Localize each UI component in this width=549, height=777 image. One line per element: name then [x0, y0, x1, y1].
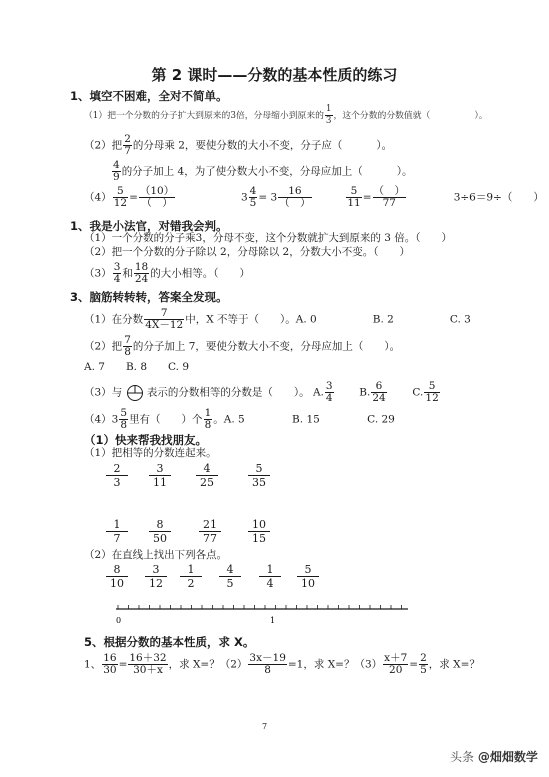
fraction-item[interactable]	[196, 462, 218, 489]
numerator: 3	[113, 261, 121, 273]
fraction-item[interactable]	[248, 518, 270, 545]
watermark	[450, 748, 538, 765]
section-1-heading: 1、填空不困难，全对不简单。	[70, 89, 228, 103]
numerator: 1	[180, 563, 202, 577]
number-line[interactable]	[112, 600, 412, 626]
denominator: 50	[153, 532, 167, 545]
section-3-heading: 3、脑筋转转转，答案全发现。	[70, 290, 228, 304]
fraction-item[interactable]	[219, 563, 241, 590]
denominator: 7	[124, 145, 131, 157]
denominator: 4	[266, 577, 274, 590]
text: （1）把一个分数的分子扩大到原来的3倍，分母缩小到原来的	[84, 111, 324, 121]
text: 的分子加上 4，为了使分数大小不变，分母应加上（	[121, 165, 363, 178]
denominator: 8	[204, 419, 212, 431]
numerator: 5	[346, 186, 361, 198]
circle-fraction-icon	[126, 384, 144, 402]
numerator: 4	[113, 159, 120, 171]
fraction-blank[interactable]	[278, 186, 312, 209]
option-a[interactable]: 。A. 5	[213, 413, 245, 426]
fraction	[123, 134, 132, 157]
denominator: （ ）	[279, 197, 311, 209]
text: 的分母乘 2，要使分数的大小不变，分子应（	[132, 139, 343, 152]
denominator: 5	[226, 577, 234, 590]
s3-item-4	[84, 408, 395, 431]
numerator: 2	[420, 652, 427, 664]
denominator: 12	[113, 197, 128, 209]
fraction	[371, 381, 386, 404]
option-b-label[interactable]: B.	[359, 386, 371, 399]
fraction	[419, 653, 428, 676]
fraction	[144, 308, 184, 331]
option-c[interactable]: C. 29	[367, 413, 395, 426]
numerator: 1	[204, 407, 212, 419]
fraction	[204, 408, 213, 431]
denominator: 12	[425, 392, 439, 404]
numerator: 7	[144, 308, 184, 320]
denominator: 24	[372, 392, 386, 404]
fraction	[123, 335, 132, 358]
numerator: （ ）	[373, 185, 406, 197]
denominator: 8	[264, 664, 271, 676]
fraction	[346, 186, 361, 209]
numerator: 4	[219, 563, 241, 577]
numerator: 21	[199, 518, 221, 532]
fraction-item[interactable]	[199, 518, 221, 545]
s1-item-4	[84, 186, 544, 209]
text: 中，X 不等于（ ）。A. 0	[185, 313, 317, 326]
fraction	[102, 653, 117, 676]
option-b[interactable]: B. 15	[292, 413, 320, 426]
s4-sub-1: （1）把相等的分数连起来。	[84, 447, 217, 459]
text: （1）在分数	[84, 313, 144, 326]
fraction-item[interactable]	[297, 563, 319, 590]
page-title: 第 2 课时——分数的基本性质的练习	[151, 66, 398, 84]
numerator: 16＋32	[129, 652, 167, 664]
numerator: 16	[103, 652, 117, 664]
watermark-name: @畑畑数学	[477, 750, 538, 764]
fraction-item[interactable]	[106, 462, 128, 489]
denominator: 3	[325, 116, 332, 126]
fraction-item[interactable]	[149, 462, 171, 489]
text: =1，求 X=？（3）	[287, 658, 383, 671]
option-b[interactable]: B. 2	[372, 313, 394, 326]
text: （4）3	[84, 413, 119, 426]
option-c[interactable]: C. 3	[449, 313, 471, 326]
numerator: 5	[120, 407, 128, 419]
section-4-heading: （1）快来帮我找朋友。	[84, 433, 208, 447]
text: 1、	[84, 658, 102, 671]
numerator: 8	[106, 563, 128, 577]
s3-item-2	[84, 335, 400, 358]
fraction-item[interactable]	[180, 563, 202, 590]
fraction	[134, 262, 149, 285]
text: （2）把	[84, 340, 123, 353]
s1-item-1	[84, 104, 488, 127]
fraction-item[interactable]	[106, 563, 128, 590]
numerator: 3	[325, 380, 333, 392]
numerator: 7	[124, 334, 131, 346]
text: ）。	[474, 111, 488, 121]
numerator: 4	[196, 462, 218, 476]
denominator: 20	[389, 664, 403, 676]
fraction	[119, 408, 128, 431]
fraction	[113, 262, 122, 285]
numerator: 18	[134, 261, 149, 273]
denominator: 35	[252, 476, 266, 489]
denominator: 3	[113, 476, 121, 489]
fraction-blank[interactable]	[373, 186, 407, 209]
denominator: 5	[249, 197, 257, 209]
text: （2）把	[84, 139, 123, 152]
denominator: 77	[203, 532, 217, 545]
s2-item-1: （1）一个分数的分子乘3，分母不变，这个分数就扩大到原来的 3 倍。（ ）	[84, 232, 452, 244]
numerator: 5	[424, 381, 439, 393]
denominator: 15	[252, 532, 266, 545]
text: 里有（ ）个	[129, 413, 203, 426]
s4-sub-2: （2）在直线上找出下列各点。	[84, 549, 228, 561]
fraction	[249, 186, 258, 209]
denominator: 4X－12	[145, 319, 184, 331]
numerator: 4	[249, 185, 257, 197]
denominator: 10	[301, 577, 315, 590]
fraction-blank[interactable]	[139, 186, 175, 209]
section-5-heading: 5、根据分数的基本性质，求 X。	[84, 635, 255, 649]
text: （4）	[84, 191, 112, 204]
denominator: 11	[153, 476, 167, 489]
numerator: 3	[149, 462, 171, 476]
equals: =	[129, 191, 138, 204]
numerator: 2	[106, 462, 128, 476]
s5-equations	[84, 653, 480, 676]
option-c-label[interactable]: C.	[412, 386, 424, 399]
text: ，求 X=？（2）	[168, 658, 248, 671]
numerator: 1	[259, 563, 281, 577]
numerator: 5	[113, 186, 128, 198]
denominator: 4	[113, 273, 121, 285]
numerator: 5	[248, 462, 270, 476]
text: （3）	[84, 267, 112, 280]
section-2-heading: 1、我是小法官，对错我会判。	[70, 219, 228, 233]
denominator: 30＋x	[133, 664, 163, 676]
denominator: 30	[103, 664, 117, 676]
numerator: 10	[248, 518, 270, 532]
s1-item-2	[84, 134, 392, 157]
s3-item-2-options[interactable]: A. 7 B. 8 C. 9	[84, 361, 190, 373]
equals: =	[409, 658, 419, 671]
number-line-one: 1	[270, 616, 276, 625]
denominator: 4	[325, 392, 333, 404]
number-line-zero: 0	[116, 616, 122, 625]
numerator: （10）	[139, 185, 175, 197]
equals: = 3	[258, 191, 278, 204]
fraction-item[interactable]	[145, 563, 167, 590]
fraction	[424, 381, 439, 404]
numerator: 6	[371, 381, 386, 393]
denominator: 5	[420, 664, 427, 676]
text: 3	[240, 191, 248, 204]
text: 和	[122, 267, 133, 280]
equals: =	[362, 191, 372, 204]
fraction	[325, 104, 333, 127]
division-equation: 3÷6＝9÷（ ）	[453, 191, 544, 204]
numerator: 1	[325, 104, 332, 114]
watermark-prefix: 头条	[450, 750, 475, 764]
text: ）。	[376, 139, 393, 152]
numerator: x＋7	[384, 652, 408, 664]
denominator: 77	[382, 197, 396, 209]
denominator: 24	[134, 273, 149, 285]
fraction-item[interactable]	[149, 518, 171, 545]
numerator: 3	[145, 563, 167, 577]
text: 的大小相等。（ ）	[150, 267, 250, 280]
equals: =	[118, 658, 128, 671]
option-a-label[interactable]: A.	[312, 386, 324, 399]
text: ）。	[396, 165, 413, 178]
s3-item-3	[84, 381, 441, 404]
fraction-item[interactable]	[248, 462, 270, 489]
fraction	[325, 381, 334, 404]
text: 的分子加上 7，要使分数大小不变，分母应加上（ ）。	[132, 340, 401, 353]
fraction	[383, 653, 408, 676]
numerator: 1	[106, 518, 128, 532]
text: （3）与	[84, 386, 123, 399]
denominator: 2	[187, 577, 195, 590]
page-number: 7	[262, 722, 268, 731]
numerator: 3x－19	[249, 652, 286, 664]
fraction	[128, 653, 167, 676]
numerator: 5	[297, 563, 319, 577]
fraction-item[interactable]	[106, 518, 128, 545]
denominator: 8	[120, 419, 128, 431]
text: ，求 X=？	[428, 658, 480, 671]
denominator: 8	[124, 346, 131, 358]
s1-item-3	[111, 160, 412, 183]
numerator: 2	[124, 133, 131, 145]
denominator: 10	[110, 577, 124, 590]
denominator: 9	[113, 171, 120, 183]
text: ，这个分数的分数值就（	[333, 111, 431, 121]
denominator: 25	[200, 476, 214, 489]
fraction-item[interactable]	[259, 563, 281, 590]
s3-item-1	[84, 308, 471, 331]
denominator: 11	[347, 197, 361, 209]
fraction	[112, 160, 121, 183]
denominator: 7	[113, 532, 121, 545]
denominator: 12	[149, 577, 163, 590]
text: 表示的分数相等的分数是（ ）。	[146, 386, 310, 399]
fraction	[248, 653, 286, 676]
fraction	[113, 186, 128, 209]
numerator: 16	[278, 186, 312, 198]
s2-item-3	[84, 262, 250, 285]
denominator: （ ）	[141, 197, 173, 209]
s2-item-2: （2）把一个分数的分子除以 2，分母除以 2，分数大小不变。（ ）	[84, 246, 410, 258]
numerator: 8	[149, 518, 171, 532]
